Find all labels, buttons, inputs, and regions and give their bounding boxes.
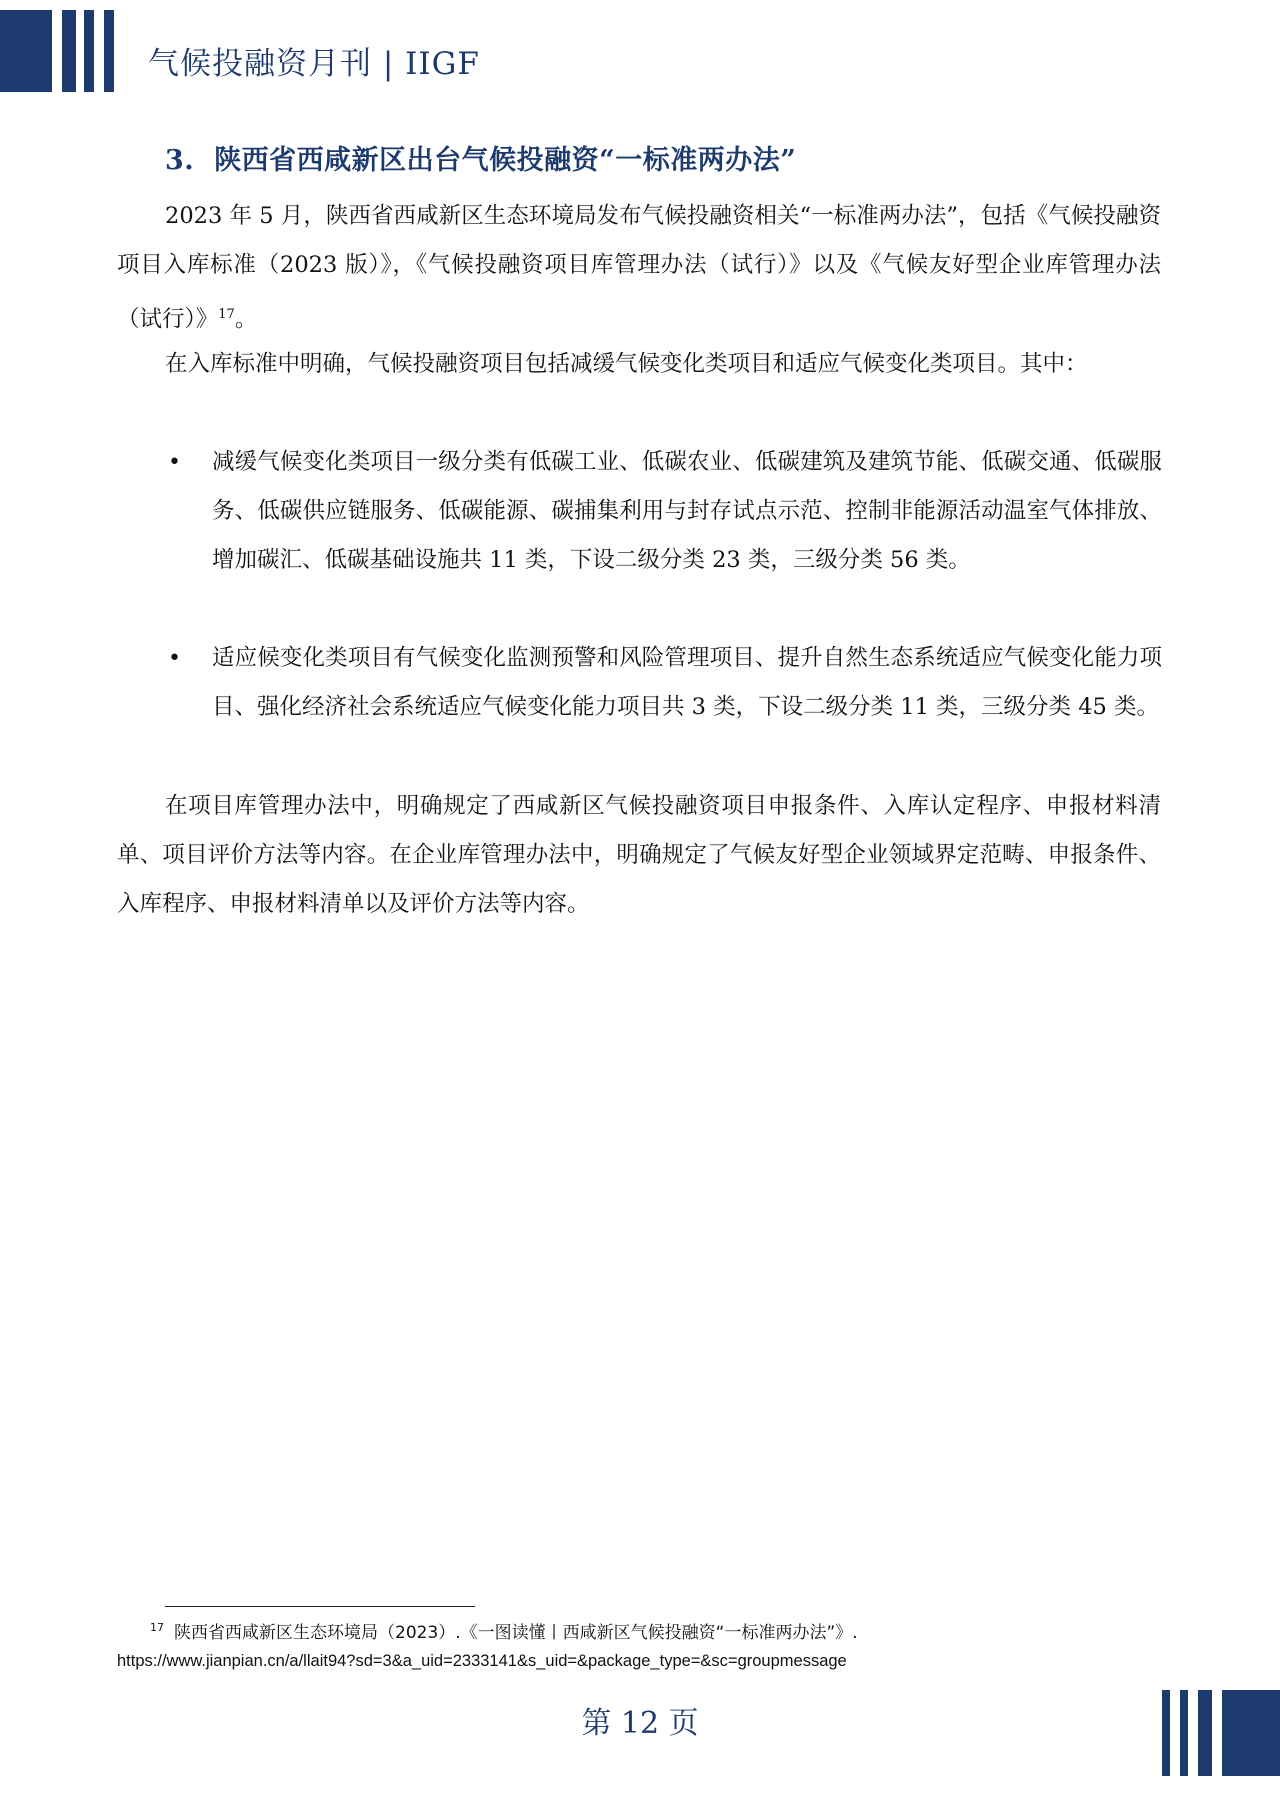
bullet-item-2: 适应候变化类项目有气候变化监测预警和风险管理项目、提升自然生态系统适应气候变化能力项目、强化经济社会系统适应气候变化能力项目共 3 类，下设二级分类 11 类，三级分类 45 类。 — [212, 645, 1162, 720]
section-title: 陕西省西咸新区出台气候投融资“一标准两办法” — [214, 145, 797, 176]
footnote-text: 陕西省西咸新区生态环境局（2023）.《一图读懂丨西咸新区气候投融资“一标准两办法”》. — [174, 1623, 858, 1643]
page-number: 第 12 页 — [581, 1706, 699, 1741]
paragraph-3: 在项目库管理办法中，明确规定了西咸新区气候投融资项目申报条件、入库认定程序、申报材料清单、项目评价方法等内容。在企业库管理办法中，明确规定了气候友好型企业领域界定范畴、申报条件、入库程序、申报材料清单以及评价方法等内容。 — [117, 793, 1161, 917]
bullet-icon: • — [168, 646, 181, 671]
footnote-ref: 17 — [218, 307, 235, 322]
section-number: 3. — [165, 145, 195, 176]
header-title: 气候投融资月刊 | IIGF — [148, 46, 480, 82]
paragraph-1-end: 。 — [234, 306, 258, 333]
paragraph-1 — [117, 192, 1161, 345]
footnote-url[interactable]: https://www.jianpian.cn/a/llait94?sd=3&a_uid=2333141&s_uid=&package_type=&sc=groupmessage — [117, 1652, 847, 1670]
paragraph-2: 在入库标准中明确，气候投融资项目包括减缓气候变化类项目和适应气候变化类项目。其中： — [165, 351, 1088, 377]
footnote — [150, 1618, 858, 1643]
section-heading — [165, 138, 796, 177]
bullet-item-1: 减缓气候变化类项目一级分类有低碳工业、低碳农业、低碳建筑及建筑节能、低碳交通、低碳服务、低碳供应链服务、低碳能源、碳捕集利用与封存试点示范、控制非能源活动温室气体排放、增加碳汇、低碳基础设施共 11 类，下设二级分类 23 类，三级分类 56 类。 — [212, 449, 1162, 573]
footnote-number: 17 — [150, 1621, 164, 1635]
footnote-divider — [165, 1606, 475, 1607]
bullet-icon: • — [168, 450, 181, 475]
paragraph-1-text: 2023 年 5 月，陕西省西咸新区生态环境局发布气候投融资相关“一标准两办法”，包括《气候投融资项目入库标准（2023 版）》，《气候投融资项目库管理办法（试行）》以及《气候友好型企业库管理办法（试行）》 — [117, 203, 1161, 333]
